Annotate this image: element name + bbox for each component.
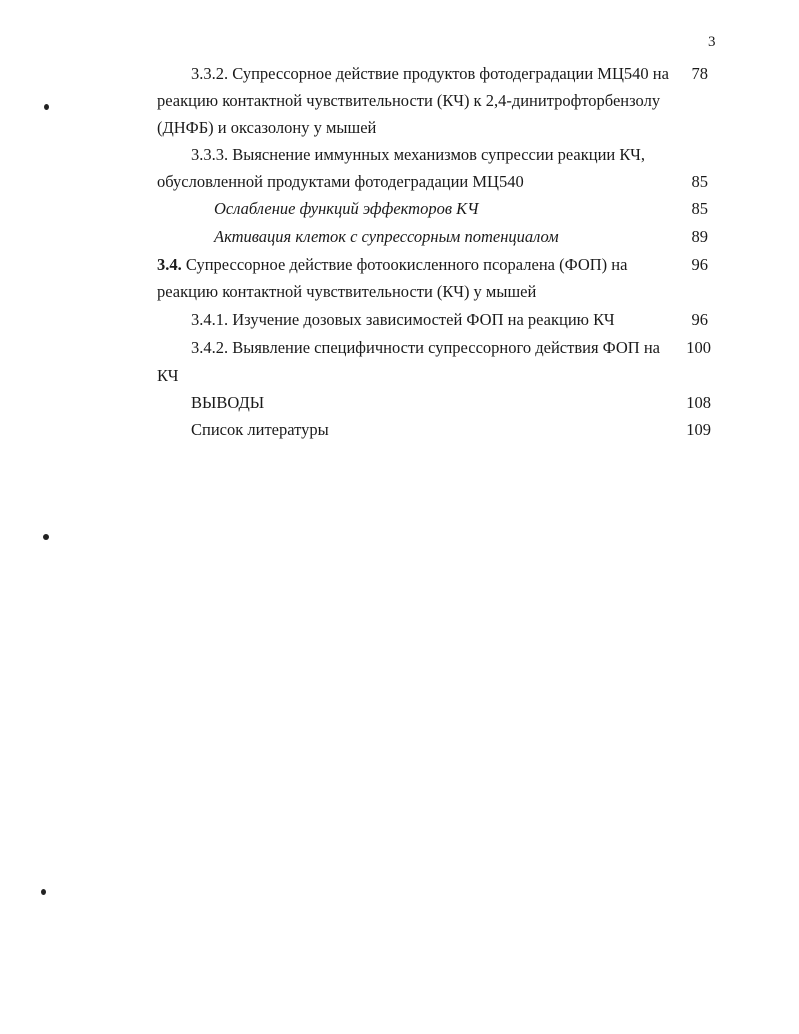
toc-entry-line: 3.3.3. Выяснение иммунных механизмов супрессии реакции КЧ, xyxy=(191,145,646,164)
toc-page-number: 78 xyxy=(691,64,708,83)
scan-speck xyxy=(44,104,49,110)
toc-entry-line: (ДНФБ) и оксазолону у мышей xyxy=(157,118,377,137)
toc-page-number: 108 xyxy=(686,393,711,412)
scan-speck xyxy=(43,534,49,540)
section-number: 3.4. xyxy=(157,255,182,274)
toc-entry-line: 3.3.2. Супрессорное действие продуктов фотодеградации МЦ540 на xyxy=(191,64,669,83)
toc-entry-line: обусловленной продуктами фотодеградации МЦ540 xyxy=(157,172,524,191)
toc-entry-line xyxy=(157,255,627,275)
toc-entry-line: Ослабление функций эффекторов КЧ xyxy=(214,199,479,218)
toc-page-number: 100 xyxy=(686,338,711,357)
toc-page-number: 109 xyxy=(686,420,711,439)
toc-page-number: 89 xyxy=(691,227,708,246)
toc-entry-line: реакцию контактной чувствительности (КЧ) у мышей xyxy=(157,282,537,301)
toc-entry-line: ВЫВОДЫ xyxy=(191,393,265,412)
toc-entry-line: Активация клеток с супрессорным потенциалом xyxy=(214,227,559,246)
toc-entry-line: 3.4.1. Изучение дозовых зависимостей ФОП на реакцию КЧ xyxy=(191,310,615,329)
toc-entry-line: реакцию контактной чувствительности (КЧ) к 2,4-динитрофторбензолу xyxy=(157,91,661,110)
page-number: 3 xyxy=(708,34,716,50)
toc-entry-line: КЧ xyxy=(157,366,179,385)
scan-speck xyxy=(41,889,46,895)
toc-page-number: 96 xyxy=(691,310,708,329)
section-title: Супрессорное действие фотоокисленного псоралена (ФОП) на xyxy=(181,255,628,274)
toc-page-number: 85 xyxy=(691,172,708,191)
toc-page-number: 85 xyxy=(691,199,708,218)
toc-entry-line: Список литературы xyxy=(191,420,329,439)
toc-page-number: 96 xyxy=(691,255,708,274)
toc-entry-line: 3.4.2. Выявление специфичности супрессорного действия ФОП на xyxy=(191,338,661,357)
